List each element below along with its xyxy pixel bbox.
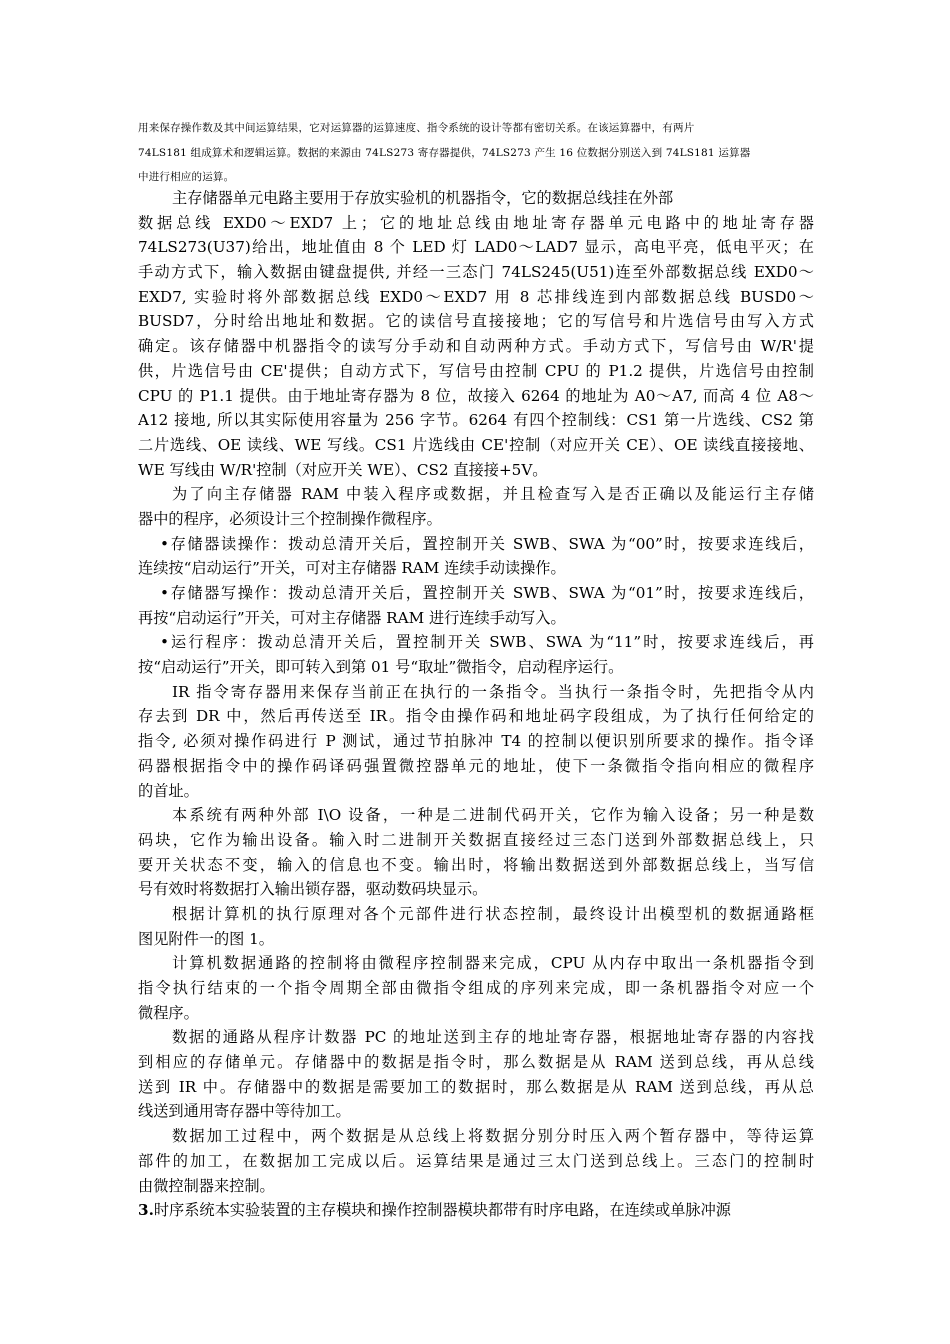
text-line: 计算机数据通路的控制将由微程序控制器来完成，CPU 从内存中取出一条机器指令到 <box>172 954 814 973</box>
text-line: 二片选线、OE 读线、WE 写线。CS1 片选线由 CE'控制（对应开关 CE）、OE 读线直接接地、 <box>138 435 814 454</box>
text-line: 指令, 必须对操作码进行 P 测试，通过节拍脉冲 T4 的控制以便识别所要求的操作。指令译 <box>138 732 814 751</box>
intro-line: 74LS181 组成算术和逻辑运算。数据的来源由 74LS273 寄存器提供，74LS273 产生 16 位数据分别送入到 74LS181 运算器 <box>138 146 751 159</box>
text-line: EXD7, 实验时将外部数据总线 EXD0～EXD7 用 8 芯排线连到内部数据总线 BUSD0～ <box>138 287 814 306</box>
text-line: 码器根据指令中的操作码译码强置微控器单元的地址，使下一条微指令指向相应的微程序 <box>138 756 814 775</box>
text-line: CPU 的 P1.1 提供。由于地址寄存器为 8 位，故接入 6264 的地址为 A0～A7, 而高 4 位 A8～ <box>138 386 814 405</box>
section-heading-timing <box>138 1198 814 1223</box>
text-line: 微程序。 <box>138 1003 199 1022</box>
intro-line: 用来保存操作数及其中间运算结果，它对运算器的运算速度、指令系统的设计等都有密切关系。在该运算器中，有两片 <box>138 122 695 134</box>
text-line: 供，片选信号由 CE'提供；自动方式下，写信号由控制 CPU 的 P1.2 提供，片选信号由控制 <box>138 361 814 380</box>
text-line: 存去到 DR 中，然后再传送至 IR。指令由操作码和地址码字段组成，为了执行任何给定的 <box>138 707 814 726</box>
text-line: 号有效时将数据打入输出锁存器，驱动数码块显示。 <box>138 880 488 899</box>
section-text: 时序系统本实验装置的主存模块和操作控制器模块都带有时序电路，在连续或单脉冲源 <box>153 1201 731 1220</box>
text-line: •存储器读操作：拨动总清开关后，置控制开关 SWB、SWA 为“00”时，按要求连线后， <box>160 534 814 553</box>
text-line: 的首址。 <box>138 781 199 800</box>
text-line: 码块，它作为输出设备。输入时二进制开关数据直接经过三态门送到外部数据总线上，只 <box>138 830 814 849</box>
intro-paragraph <box>138 116 818 190</box>
text-line: 手动方式下，输入数据由键盘提供, 并经一三态门 74LS245(U51)连至外部数据总线 EXD0～ <box>138 263 814 282</box>
text-line: 数据的通路从程序计数器 PC 的地址送到主存的地址寄存器，根据地址寄存器的内容找 <box>172 1028 814 1047</box>
text-line: 数据加工过程中，两个数据是从总线上将数据分别分时压入两个暂存器中，等待运算 <box>172 1127 814 1146</box>
intro-line: 中进行相应的运算。 <box>138 171 235 183</box>
text-line: 为了向主存储器 RAM 中装入程序或数据，并且检查写入是否正确以及能运行主存储 <box>172 485 814 504</box>
text-line: •运行程序：拨动总清开关后，置控制开关 SWB、SWA 为“11”时，按要求连线后，再 <box>160 633 814 652</box>
text-line: 线送到通用寄存器中等待加工。 <box>138 1102 351 1121</box>
text-line: 指令执行结束的一个指令周期全部由微指令组成的序列来完成，即一条机器指令对应一个 <box>138 979 814 997</box>
body-text <box>138 186 814 1223</box>
text-line: 部件的加工，在数据加工完成以后。运算结果是通过三太门送到总线上。三态门的控制时 <box>138 1151 814 1170</box>
text-line: 连续按“启动运行”开关，可对主存储器 RAM 连续手动读操作。 <box>138 559 566 578</box>
text-line: 确定。该存储器中机器指令的读写分手动和自动两种方式。手动方式下，写信号由 W/R'提 <box>138 337 814 356</box>
section-number: 3. <box>138 1201 154 1220</box>
text-line: 送到 IR 中。存储器中的数据是需要加工的数据时，那么数据是从 RAM 送到总线，再从总 <box>138 1077 814 1096</box>
text-line: 本系统有两种外部 I\O 设备，一种是二进制代码开关，它作为输入设备；另一种是数 <box>172 806 814 825</box>
text-line: A12 接地, 所以其实际使用容量为 256 字节。6264 有四个控制线：CS1 第一片选线、CS2 第 <box>138 411 814 430</box>
text-line: 74LS273(U37)给出，地址值由 8 个 LED 灯 LAD0～LAD7 显示，高电平亮，低电平灭；在 <box>138 238 814 257</box>
text-line: 主存储器单元电路主要用于存放实验机的机器指令，它的数据总线挂在外部 <box>172 189 674 207</box>
text-line: 根据计算机的执行原理对各个元部件进行状态控制，最终设计出模型机的数据通路框 <box>172 904 814 923</box>
text-line: BUSD7，分时给出地址和数据。它的读信号直接接地；它的写信号和片选信号由写入方式 <box>138 312 814 331</box>
text-line: 数据总线 EXD0～EXD7 上；它的地址总线由地址寄存器单元电路中的地址寄存器 <box>138 213 814 232</box>
text-line: WE 写线由 W/R'控制（对应开关 WE）、CS2 直接接+5V。 <box>138 460 548 479</box>
text-line: 再按“启动运行”开关，可对主存储器 RAM 进行连续手动写入。 <box>138 608 566 627</box>
text-line: IR 指令寄存器用来保存当前正在执行的一条指令。当执行一条指令时，先把指令从内 <box>172 682 814 701</box>
text-line: 由微控制器来控制。 <box>138 1176 275 1195</box>
text-line: 图见附件一的图 1。 <box>138 929 274 948</box>
text-line: 按“启动运行”开关，即可转入到第 01 号“取址”微指令，启动程序运行。 <box>138 658 624 677</box>
text-line: •存储器写操作：拨动总清开关后，置控制开关 SWB、SWA 为“01”时，按要求连线后， <box>160 584 814 602</box>
text-line: 到相应的存储单元。存储器中的数据是指令时，那么数据是从 RAM 送到总线，再从总线 <box>138 1053 814 1072</box>
text-line: 器中的程序，必须设计三个控制操作微程序。 <box>138 509 442 528</box>
text-line: 要开关状态不变，输入的信息也不变。输出时，将输出数据送到外部数据总线上，当写信 <box>138 855 814 874</box>
